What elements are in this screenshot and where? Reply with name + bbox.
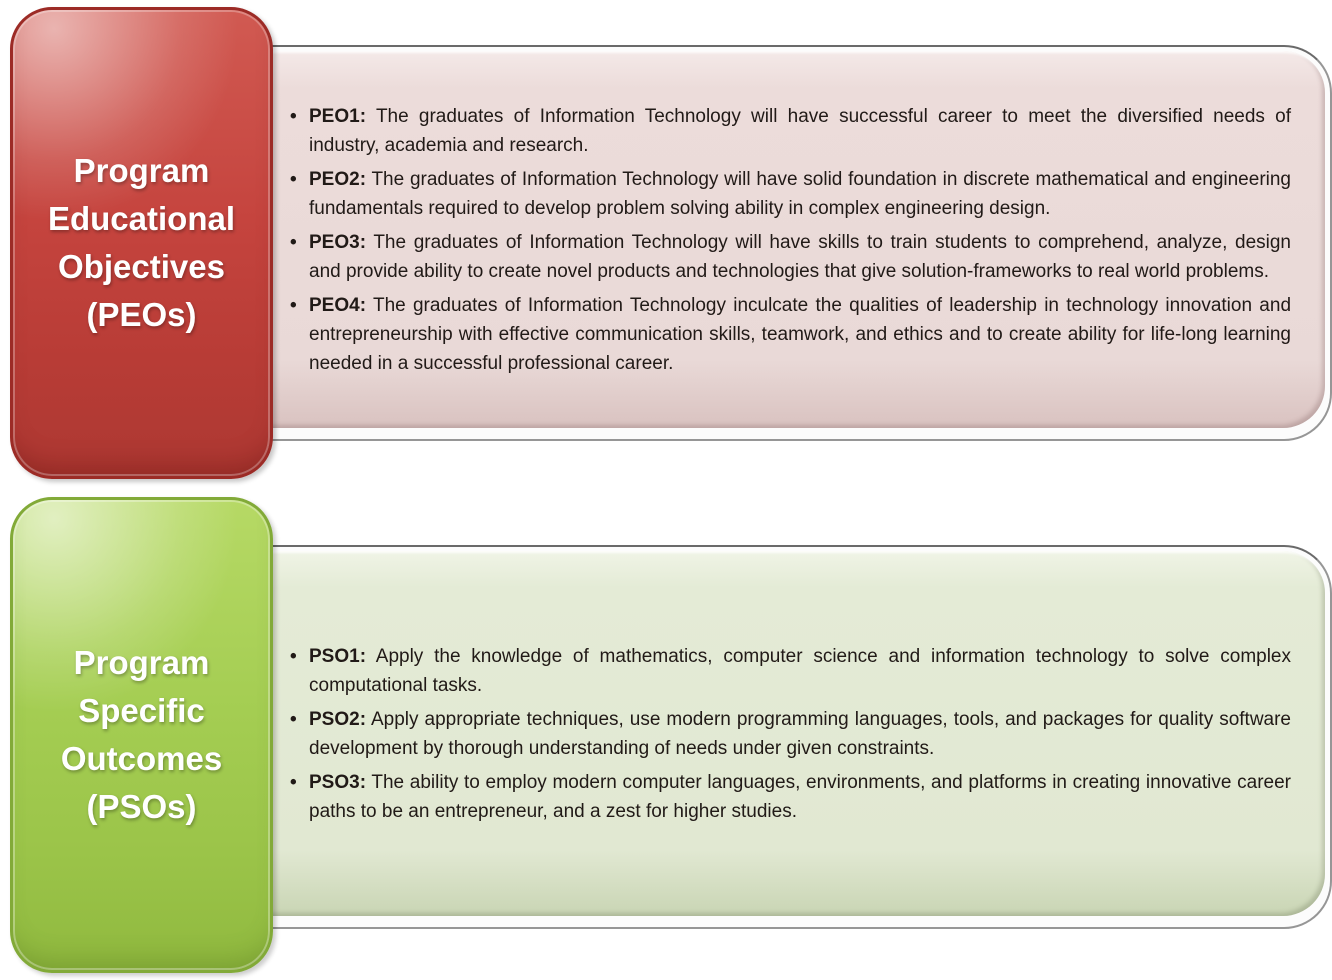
pso-title-line: Specific bbox=[78, 692, 205, 729]
bullet-icon: • bbox=[290, 168, 297, 190]
bullet-icon: • bbox=[290, 708, 297, 730]
peo2-text: The graduates of Information Technology will have solid foundation in discrete mathematical and engineering fundamentals required to develop problem solving ability in complex engineering design. bbox=[309, 168, 1291, 219]
pso-label-box bbox=[10, 497, 273, 973]
peo-title bbox=[34, 147, 249, 339]
bullet-icon: • bbox=[290, 231, 297, 253]
pso1-label: PSO1: bbox=[309, 645, 367, 667]
pso3-label: PSO3: bbox=[309, 771, 367, 793]
pso-title-line: Outcomes bbox=[60, 740, 223, 777]
peo-label-box bbox=[10, 7, 273, 479]
peo1-label: PEO1: bbox=[309, 105, 367, 127]
pso-list bbox=[288, 642, 1291, 826]
pso-title bbox=[47, 639, 236, 831]
list-item-pso3 bbox=[288, 768, 1291, 826]
pso2-label: PSO2: bbox=[309, 708, 367, 730]
peo3-label: PEO3: bbox=[309, 231, 367, 253]
peo-title-line: (PEOs) bbox=[86, 296, 197, 333]
list-item-pso1 bbox=[288, 642, 1291, 700]
pso-title-line: Program bbox=[73, 644, 210, 681]
bullet-icon: • bbox=[290, 771, 297, 793]
bullet-icon: • bbox=[290, 105, 297, 127]
bullet-icon: • bbox=[290, 294, 297, 316]
peo-panel bbox=[256, 45, 1332, 441]
peo4-text: The graduates of Information Technology inculcate the qualities of leadership in technology innovation and entrepreneurship with effective communication skills, teamwork, and ethics and to create ability for life-long learning needed in a successful professional career. bbox=[309, 294, 1292, 374]
peo-title-line: Program bbox=[73, 152, 210, 189]
peo-list bbox=[288, 102, 1291, 378]
peo-title-line: Objectives bbox=[58, 248, 225, 285]
list-item-pso2 bbox=[288, 705, 1291, 763]
list-item-peo1 bbox=[288, 102, 1291, 160]
pso-title-line: (PSOs) bbox=[86, 788, 197, 825]
list-item-peo4 bbox=[288, 291, 1291, 378]
peo2-label: PEO2: bbox=[309, 168, 367, 190]
pso2-text: Apply appropriate techniques, use modern programming languages, tools, and packages for quality software development by thorough understanding of needs under given constraints. bbox=[309, 708, 1292, 759]
bullet-icon: • bbox=[290, 645, 297, 667]
peo4-label: PEO4: bbox=[309, 294, 367, 316]
pso3-text: The ability to employ modern computer languages, environments, and platforms in creating innovative career paths to be an entrepreneur, and a zest for higher studies. bbox=[309, 771, 1291, 822]
peo-title-line: Educational bbox=[47, 200, 236, 237]
list-item-peo2 bbox=[288, 165, 1291, 223]
pso-panel-body bbox=[262, 551, 1325, 916]
peo1-text: The graduates of Information Technology will have successful career to meet the diversified needs of industry, academia and research. bbox=[309, 105, 1291, 156]
list-item-peo3 bbox=[288, 228, 1291, 286]
peo-panel-body bbox=[262, 51, 1325, 428]
pso1-text: Apply the knowledge of mathematics, computer science and information technology to solve complex computational tasks. bbox=[309, 645, 1292, 696]
pso-panel bbox=[256, 545, 1332, 929]
peo3-text: The graduates of Information Technology will have skills to train students to comprehend, analyze, design and provide ability to create novel products and technologies that give solution-frameworks to real world problems. bbox=[309, 231, 1291, 282]
